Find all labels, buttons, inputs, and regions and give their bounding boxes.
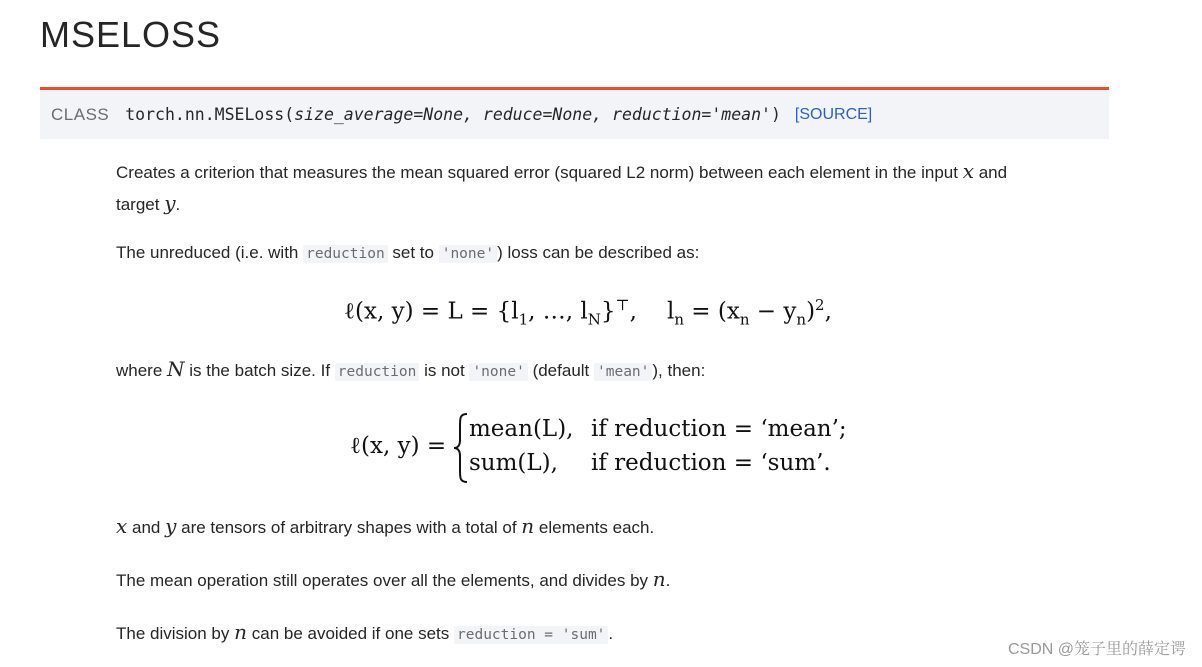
text: (default [527, 361, 594, 380]
math-var-n: n [652, 567, 666, 591]
text: The division by [116, 624, 235, 643]
code-reduction: reduction [335, 363, 420, 381]
math-var-y: y [165, 514, 177, 538]
eq-sub: n [796, 310, 807, 329]
paragraph-batch [116, 354, 705, 387]
source-link[interactable]: [SOURCE] [794, 105, 873, 123]
eq-text: , [824, 298, 832, 325]
math-var-x: x [962, 159, 974, 183]
math-var-x: x [116, 514, 128, 538]
class-params: size_average=None, reduce=None, reduction='mean' [294, 105, 771, 124]
class-label: CLASS [51, 104, 110, 124]
text: . [175, 195, 181, 214]
paragraph-division [116, 617, 613, 650]
eq-text: ) [806, 298, 816, 325]
text: is the batch size. If [184, 361, 335, 380]
code-reduction: reduction [303, 245, 388, 263]
eq-sub: n [674, 310, 684, 329]
text: Creates a criterion that measures the mean squared error (squared L2 norm) between each element in the input [116, 163, 963, 182]
equation-unreduced [344, 296, 832, 328]
text: and [127, 518, 166, 537]
code-reduction-sum: reduction = 'sum' [454, 626, 608, 644]
text: elements each. [534, 518, 655, 537]
text: can be avoided if one sets [247, 624, 454, 643]
text: ), then: [652, 361, 706, 380]
math-var-n: n [521, 514, 535, 538]
eq-sup: ⊤ [615, 296, 630, 314]
eq2-lhs: ℓ(x, y) = [350, 433, 447, 459]
text: . [608, 624, 614, 643]
case1-cond: if reduction = ‘mean’; [591, 416, 847, 442]
text: ) loss can be described as: [497, 243, 700, 262]
eq-sub: 1 [518, 310, 529, 329]
eq-text: − y [749, 298, 797, 325]
page-title: MSELOSS [40, 14, 222, 55]
eq-sub: N [587, 310, 601, 329]
text: is not [419, 361, 470, 380]
eq-sup: 2 [815, 296, 825, 314]
left-brace-icon [452, 412, 470, 484]
paragraph-mean-op [116, 564, 670, 596]
math-var-N: N [167, 357, 185, 381]
paragraph-unreduced [116, 238, 699, 269]
text: target [116, 195, 165, 214]
eq-sub: n [739, 310, 750, 329]
case2-cond: if reduction = ‘sum’. [591, 450, 831, 476]
class-signature [40, 87, 1109, 139]
code-none: 'none' [469, 363, 527, 381]
text: . [665, 571, 671, 590]
code-mean: 'mean' [594, 363, 652, 381]
eq-text: = (x [683, 298, 740, 325]
text: and [973, 163, 1008, 182]
math-var-n: n [234, 620, 248, 644]
eq-text: , …, l [528, 298, 588, 325]
class-close-paren: ) [770, 105, 781, 124]
text: where [116, 361, 168, 380]
eq-text: , [629, 298, 637, 325]
text: are tensors of arbitrary shapes with a total of [176, 518, 522, 537]
case2-expr: sum(L), [469, 450, 558, 476]
eq-text: l [666, 298, 675, 325]
math-var-y: y [164, 191, 176, 215]
text: set to [387, 243, 439, 262]
watermark: CSDN @笼子里的薛定谔 [1007, 641, 1186, 658]
eq-text: ℓ(x, y) = L = {l [344, 298, 519, 325]
case1-expr: mean(L), [469, 416, 574, 442]
code-none: 'none' [439, 245, 497, 263]
class-name: torch.nn.MSELoss( [125, 105, 295, 124]
eq-text: } [600, 298, 616, 325]
paragraph-description [116, 156, 1007, 220]
text: The mean operation still operates over all the elements, and divides by [116, 571, 653, 590]
paragraph-shapes [116, 511, 654, 543]
text: The unreduced (i.e. with [116, 243, 304, 262]
